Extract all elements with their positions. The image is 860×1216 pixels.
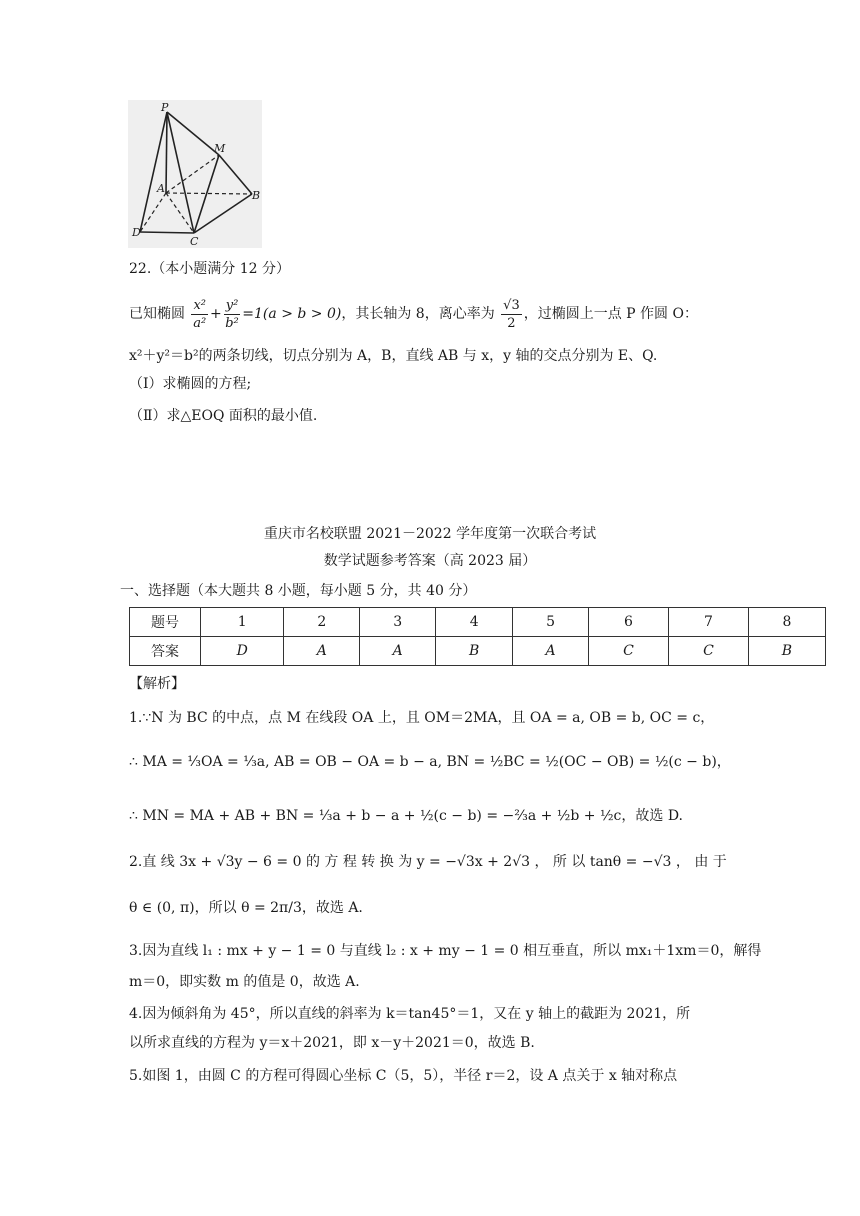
solution5-line1: 5.如图 1，由圆 C 的方程可得圆心坐标 C（5，5），半径 r＝2，设 A 点关于 x 轴对称点 <box>129 1068 678 1084</box>
solution2-line2: θ ∈ (0, π)，所以 θ = 2π/3，故选 A. <box>129 900 363 916</box>
table-cell-label-num: 题号 <box>130 608 201 637</box>
edge-mb <box>219 155 252 194</box>
q22-line1-post: ，过椭圆上一点 P 作圆 O： <box>523 306 698 322</box>
ellipse-frac-y: $\frac{\text{y²}}{\text{b²}}$ <box>225 297 239 331</box>
answer-subtitle: 数学试题参考答案（高 2023 届） <box>323 553 537 569</box>
q22-line2: x²＋y²＝b²的两条切线，切点分别为 A，B，直线 AB 与 x，y 轴的交点分别为 E、Q. <box>129 348 658 364</box>
solution4-line1: 4.因为倾斜角为 45°，所以直线的斜率为 k＝tan45°＝1，又在 y 轴上的截距为 2021，所 <box>129 1006 691 1022</box>
table-cell-ans: B <box>436 637 513 666</box>
table-cell-num: 4 <box>436 608 513 637</box>
edge-pa <box>166 112 167 193</box>
table-cell-ans: A <box>284 637 360 666</box>
table-cell-ans: C <box>668 637 748 666</box>
solution1-line1: 1.∵N 为 BC 的中点，点 M 在线段 OA 上，且 OM＝2MA，且 OA = a, OB = b, OC = c， <box>129 710 715 726</box>
label-a: A <box>157 182 165 195</box>
section1-heading: 一、选择题（本大题共 8 小题，每小题 5 分，共 40 分） <box>120 583 477 599</box>
table-cell-num: 2 <box>284 608 360 637</box>
solution1-line3: ∴ MN = MA + AB + BN = ⅓a + b − a + ½(c − b) = −⅔a + ½b + ½c，故选 D. <box>129 808 683 824</box>
table-cell-num: 5 <box>513 608 589 637</box>
table-cell-num: 6 <box>589 608 669 637</box>
edge-dc <box>140 232 194 233</box>
table-cell-ans: B <box>748 637 825 666</box>
ellipse-frac-x: $\frac{\text{x²}}{\text{a²}}$ <box>193 297 207 331</box>
solution4-line2: 以所求直线的方程为 y＝x＋2021，即 x－y＋2021＝0，故选 B. <box>129 1035 535 1051</box>
table-cell-ans: D <box>201 637 284 666</box>
table-cell-num: 8 <box>748 608 825 637</box>
pyramid-figure <box>128 100 262 248</box>
eccentricity-frac: $\frac{√3}{2}$ <box>503 297 520 331</box>
label-c: C <box>190 235 199 248</box>
table-cell-ans: A <box>360 637 436 666</box>
answer-table <box>129 607 826 666</box>
pyramid-diagram <box>128 100 262 248</box>
edge-ab-dashed <box>166 193 252 194</box>
table-cell-ans: C <box>589 637 669 666</box>
answer-title: 重庆市名校联盟 2021－2022 学年度第一次联合考试 <box>263 526 597 542</box>
q22-part2: （Ⅱ）求△EOQ 面积的最小值. <box>129 408 318 424</box>
solution3-line1: 3.因为直线 l₁ : mx + y − 1 = 0 与直线 l₂ : x + my − 1 = 0 相互垂直，所以 mx₁＋1xm＝0，解得 <box>129 943 762 959</box>
ellipse-eq-tail: =1(a > b > 0) <box>242 306 342 322</box>
label-p: P <box>161 101 169 114</box>
edge-pd <box>140 112 167 232</box>
table-cell-num: 3 <box>360 608 436 637</box>
q22-line1-pre: 已知椭圆 <box>129 306 185 322</box>
label-b: B <box>252 189 261 202</box>
solution1-line2: ∴ MA = ⅓OA = ⅓a, AB = OB − OA = b − a, BN = ½BC = ½(OC − OB) = ½(c − b)， <box>129 754 731 770</box>
table-row-numbers <box>130 608 826 637</box>
solution3-line2: m＝0，即实数 m 的值是 0，故选 A. <box>129 974 360 990</box>
table-cell-label-ans: 答案 <box>130 637 201 666</box>
jiexi-heading: 【解析】 <box>129 676 185 692</box>
label-m: M <box>214 142 226 155</box>
label-d: D <box>132 226 141 239</box>
q22-line1: 已知椭圆 $\frac{\text{x²}}{\text{a²}}$ + $\frac{\text{y²}}{\text{b²}}$ =1(a > b > 0)，其长轴为 8，离心率为 $\frac{√3}{2}$ ，过椭圆上一点 P 作圆 O： <box>129 297 698 331</box>
edge-bc <box>194 194 252 233</box>
q22-header: 22.（本小题满分 12 分） <box>129 261 290 277</box>
table-row-answers <box>130 637 826 666</box>
table-cell-num: 7 <box>668 608 748 637</box>
edge-am-dashed <box>166 155 219 193</box>
table-cell-num: 1 <box>201 608 284 637</box>
table-cell-ans: A <box>513 637 589 666</box>
solution2-line1: 2.直 线 3x + √3y − 6 = 0 的 方 程 转 换 为 y = −√3x + 2√3 ， 所 以 tanθ = −√3 ， 由 于 <box>129 854 727 870</box>
q22-line1-mid: ，其长轴为 8，离心率为 <box>341 306 495 322</box>
q22-part1: （Ⅰ）求椭圆的方程; <box>129 376 252 392</box>
